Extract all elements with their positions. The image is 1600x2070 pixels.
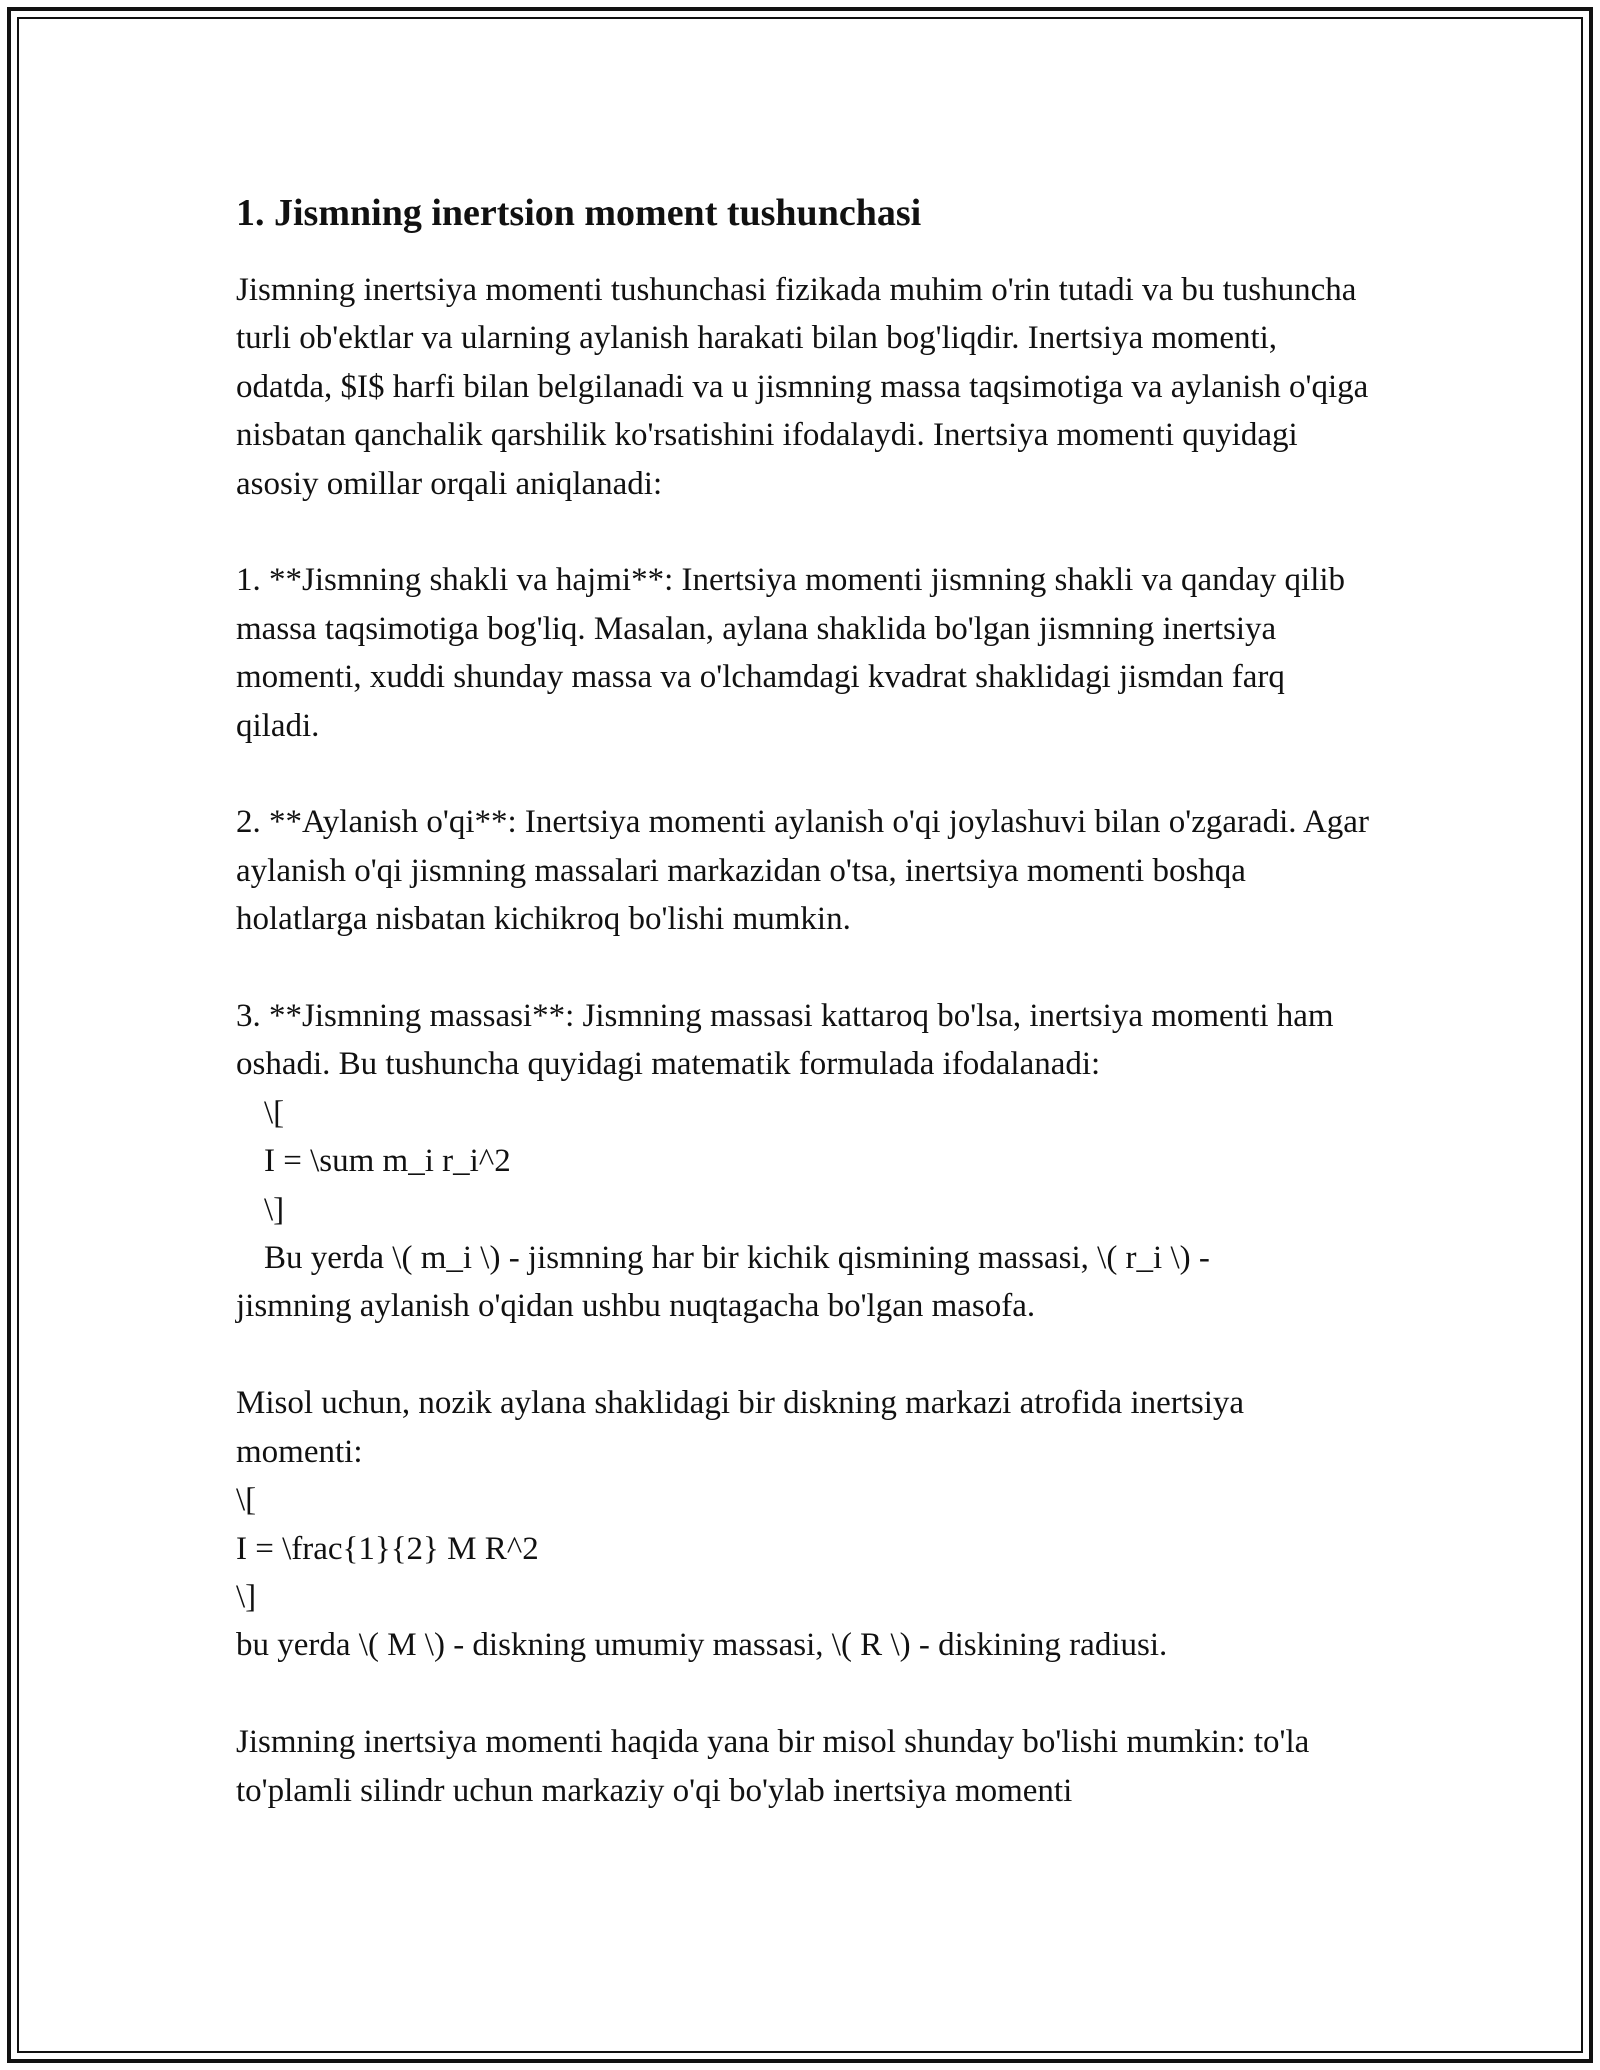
paragraph-gap <box>236 944 1376 992</box>
example-disk: Misol uchun, nozik aylana shaklidagi bir diskning markazi atrofida inertsiya momenti: <box>236 1385 1253 1470</box>
formula-explanation-continued: jismning aylanish o'qidan ushbu nuqtagacha bo'lgan masofa. <box>236 1288 1036 1325</box>
list-item-axis: 2. **Aylanish o'qi**: Inertsiya momenti aylanish o'qi joylashuvi bilan o'zgaradi. Agar aylanish o'qi jismning massalari markazidan o'tsa, inertsiya momenti boshqa holatlarga nisbatan kichikroq bo'lishi mumkin. <box>236 804 1378 938</box>
formula-open: \[ <box>236 1482 257 1519</box>
formula-disk-explanation: bu yerda \( M \) - diskning umumiy massasi, \( R \) - diskining radiusi. <box>236 1627 1168 1664</box>
formula-close: \] <box>264 1191 285 1228</box>
formula-open: \[ <box>264 1094 285 1131</box>
paragraph-gap <box>236 508 1376 556</box>
formula-sum: I = \sum m_i r_i^2 <box>264 1143 511 1180</box>
list-item-mass: 3. **Jismning massasi**: Jismning massasi kattaroq bo'lsa, inertsiya momenti ham oshadi. Bu tushuncha quyidagi matematik formulada ifodalanadi: <box>236 998 1342 1083</box>
example-cylinder: Jismning inertsiya momenti haqida yana bir misol shunday bo'lishi mumkin: to'la to'plamli silindr uchun markaziy o'qi bo'ylab inertsiya momenti <box>236 1724 1318 1809</box>
document-body <box>236 186 1376 1815</box>
list-item-shape: 1. **Jismning shakli va hajmi**: Inertsiya momenti jismning shakli va qanday qilib massa taqsimotiga bog'liq. Masalan, aylana shaklida bo'lgan jismning inertsiya momenti, xuddi shunday massa va o'lchamdagi kvadrat shaklidagi jismdan farq qiladi. <box>236 562 1354 744</box>
paragraph-gap <box>236 750 1376 798</box>
formula-explanation: Bu yerda \( m_i \) - jismning har bir kichik qismining massasi, \( r_i \) - <box>264 1240 1210 1277</box>
formula-disk: I = \frac{1}{2} M R^2 <box>236 1530 539 1567</box>
intro-paragraph: Jismning inertsiya momenti tushunchasi fizikada muhim o'rin tutadi va bu tushuncha turli ob'ektlar va ularning aylanish harakati bilan bog'liqdir. Inertsiya momenti, odatda, $I$ harfi bilan belgilanadi va u jismning massa taqsimotiga va aylanish o'qiga nisbatan qanchalik qarshilik ko'rsatishini ifodalaydi. Inertsiya momenti quyidagi asosiy omillar orqali aniqlanadi: <box>236 272 1377 502</box>
paragraph-gap <box>236 1331 1376 1379</box>
paragraph-gap <box>236 1670 1376 1718</box>
formula-close: \] <box>236 1578 257 1615</box>
section-heading: 1. Jismning inertsion moment tushunchasi <box>236 192 922 234</box>
